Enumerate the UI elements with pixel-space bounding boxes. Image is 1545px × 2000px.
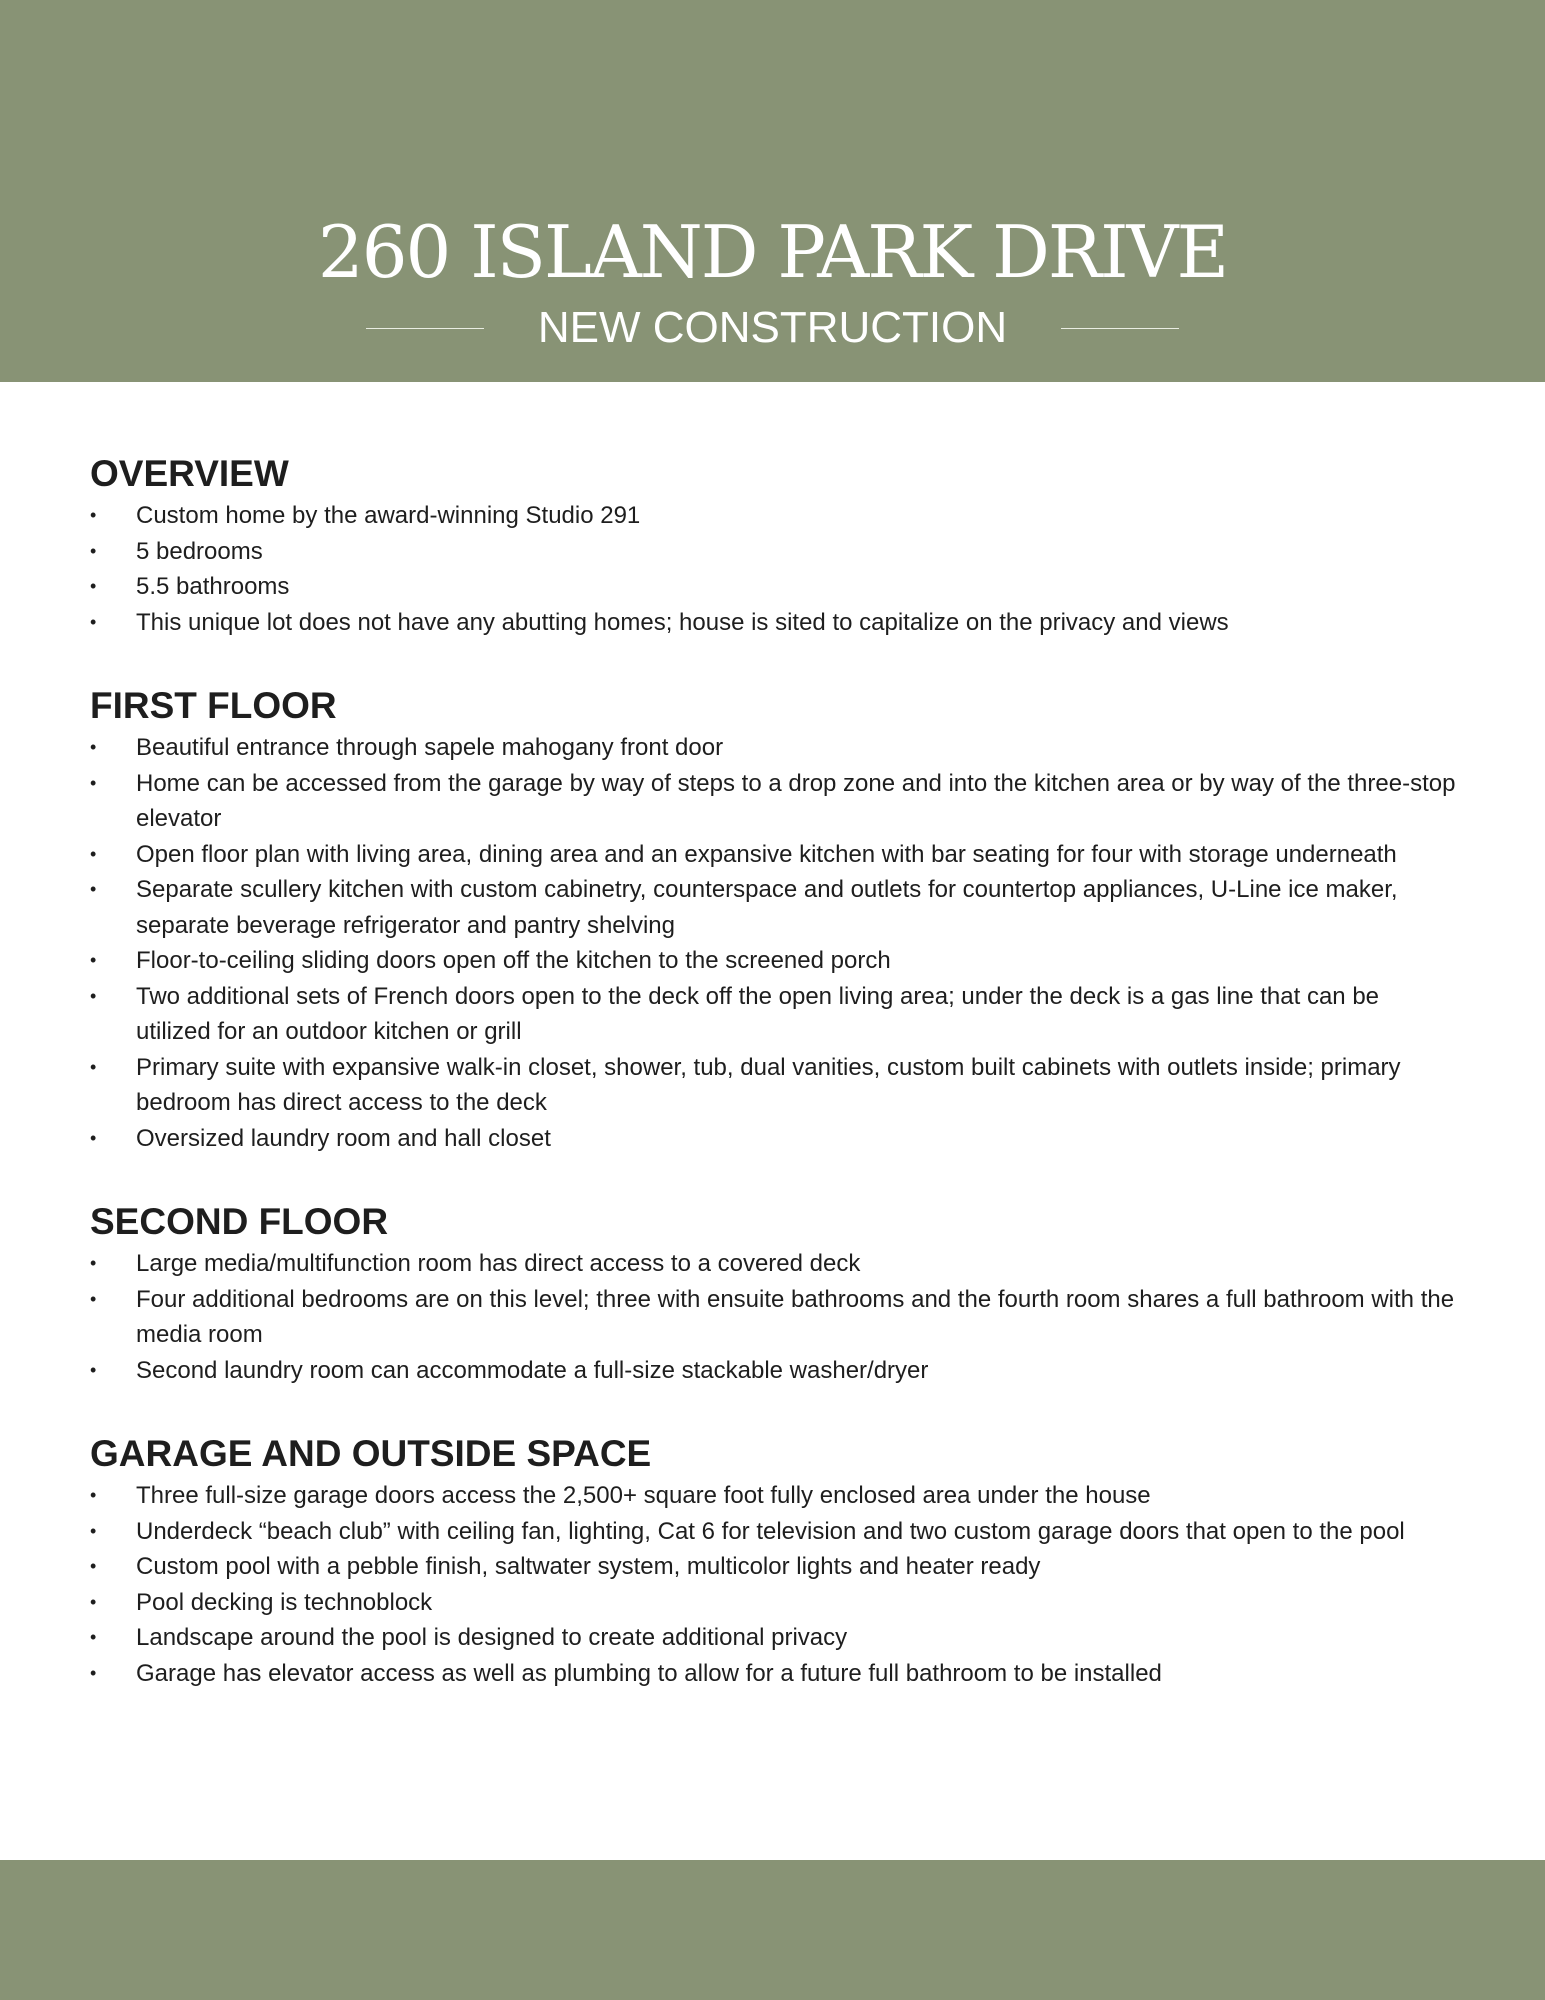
bullet-icon: • [90, 1662, 97, 1683]
list-item [90, 1585, 1460, 1621]
bullet-list [90, 1478, 1460, 1691]
list-item-text: 5 bedrooms [136, 537, 263, 565]
section-overview [90, 452, 1460, 640]
list-item-text: Landscape around the pool is designed to create additional privacy [136, 1624, 848, 1651]
subtitle-text: NEW CONSTRUCTION [537, 303, 1008, 352]
bullet-icon: • [90, 1127, 97, 1148]
list-item [90, 498, 1460, 534]
list-item-text: Three full-size garage doors access the 2,500+ square foot fully enclosed area under the house [136, 1482, 1151, 1509]
list-item [90, 979, 1460, 1050]
section-heading: GARAGE AND OUTSIDE SPACE [90, 1433, 652, 1474]
list-item-text: Large media/multifunction room has direct access to a covered deck [136, 1250, 861, 1277]
list-item-text: Separate scullery kitchen with custom cabinetry, counterspace and outlets for countertop appliances, U-Line ice maker, separate beverage refrigerator and pantry shelving [136, 876, 1398, 939]
section-heading: SECOND FLOOR [90, 1201, 389, 1242]
bullet-list [90, 730, 1460, 1156]
list-item [90, 605, 1460, 641]
list-item [90, 1353, 1460, 1389]
list-item-text: Custom pool with a pebble finish, saltwater system, multicolor lights and heater ready [136, 1553, 1041, 1580]
list-item-text: This unique lot does not have any abutting homes; house is sited to capitalize on the privacy and views [136, 608, 1229, 636]
bullet-icon: • [90, 1288, 97, 1309]
list-item-text: Floor-to-ceiling sliding doors open off the kitchen to the screened porch [136, 947, 891, 974]
section-garage-outside [90, 1432, 1460, 1691]
list-item-text: Open floor plan with living area, dining area and an expansive kitchen with bar seating for four with storage underneath [136, 840, 1397, 868]
list-item-text: 5.5 bathrooms [136, 573, 290, 600]
section-second-floor [90, 1200, 1460, 1388]
list-item [90, 1246, 1460, 1282]
list-item-text: Beautiful entrance through sapele mahogany front door [136, 734, 724, 761]
bullet-icon: • [90, 772, 97, 793]
bullet-icon: • [90, 1627, 97, 1647]
bullet-icon: • [90, 540, 97, 561]
list-item-text: Pool decking is technoblock [136, 1588, 433, 1616]
list-item-text: Underdeck “beach club” with ceiling fan, lighting, Cat 6 for television and two custom garage doors that open to the pool [136, 1517, 1405, 1545]
bullet-icon: • [90, 505, 97, 525]
bullet-icon: • [90, 611, 97, 632]
list-item-text: Primary suite with expansive walk-in closet, shower, tub, dual vanities, custom built cabinets with outlets inside; primary bedroom has direct access to the deck [136, 1053, 1401, 1116]
bullet-icon: • [90, 576, 97, 596]
bullet-icon: • [90, 1359, 97, 1380]
header-band [0, 0, 1545, 382]
list-item-text: Garage has elevator access as well as plumbing to allow for a future full bathroom to be installed [136, 1659, 1162, 1687]
list-item [90, 1620, 1460, 1656]
feature-sections [90, 452, 1460, 1735]
footer-band [0, 1860, 1545, 2000]
list-item [90, 1656, 1460, 1692]
list-item [90, 1121, 1460, 1157]
subtitle-row [0, 300, 1545, 356]
list-item [90, 837, 1460, 873]
bullet-icon: • [90, 1556, 97, 1576]
list-item [90, 943, 1460, 979]
list-item-text: Two additional sets of French doors open to the deck off the open living area; under the deck is a gas line that can be utilized for an outdoor kitchen or grill [136, 982, 1380, 1045]
section-first-floor [90, 684, 1460, 1156]
list-item [90, 730, 1460, 766]
section-heading: OVERVIEW [90, 453, 289, 494]
bullet-icon: • [90, 985, 97, 1006]
list-item [90, 534, 1460, 570]
subtitle-left-rule [366, 328, 484, 329]
bullet-icon: • [90, 737, 97, 757]
bullet-icon: • [90, 950, 97, 970]
section-heading: FIRST FLOOR [90, 685, 337, 726]
bullet-icon: • [90, 1056, 97, 1077]
bullet-icon: • [90, 1485, 97, 1505]
list-item [90, 766, 1460, 837]
list-item-text: Second laundry room can accommodate a full-size stackable washer/dryer [136, 1356, 929, 1384]
list-item-text: Custom home by the award-winning Studio 291 [136, 502, 641, 529]
list-item [90, 1549, 1460, 1585]
bullet-icon: • [90, 843, 97, 864]
list-item-text: Four additional bedrooms are on this level; three with ensuite bathrooms and the fourth room shares a full bathroom with the media room [136, 1285, 1455, 1348]
property-address-title: 260 ISLAND PARK DRIVE [317, 210, 1228, 294]
list-item-text: Oversized laundry room and hall closet [136, 1124, 551, 1152]
list-item-text: Home can be accessed from the garage by way of steps to a drop zone and into the kitchen area or by way of the three-stop elevator [136, 769, 1456, 832]
list-item [90, 1050, 1460, 1121]
list-item [90, 872, 1460, 943]
bullet-icon: • [90, 1520, 97, 1541]
bullet-icon: • [90, 1253, 97, 1273]
subtitle-right-rule [1061, 328, 1179, 329]
bullet-list [90, 1246, 1460, 1388]
list-item [90, 1282, 1460, 1353]
list-item [90, 1478, 1460, 1514]
list-item [90, 569, 1460, 605]
bullet-icon: • [90, 1591, 97, 1612]
bullet-list [90, 498, 1460, 640]
bullet-icon: • [90, 879, 97, 899]
list-item [90, 1514, 1460, 1550]
